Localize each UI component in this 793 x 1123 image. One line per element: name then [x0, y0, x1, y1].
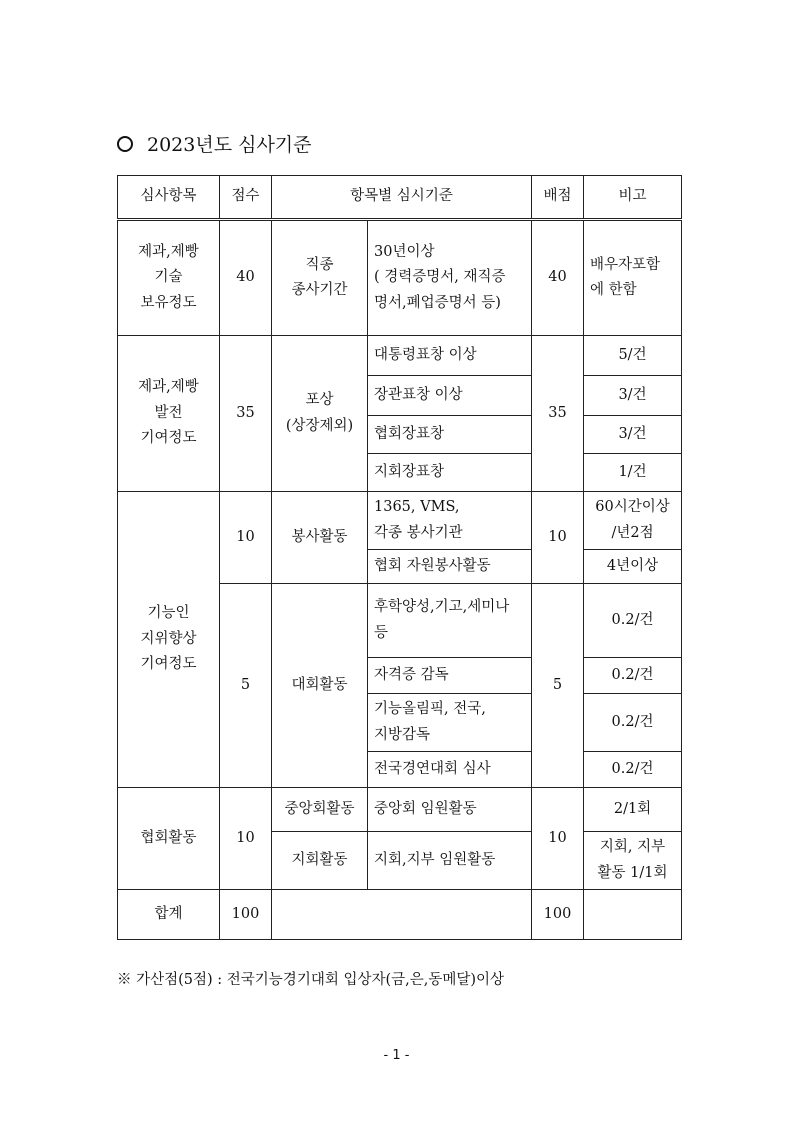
item-cell: 제과,제빵 발전 기여정도 — [118, 336, 220, 492]
sub-criteria-cell: 지회활동 — [272, 832, 368, 890]
header-score: 점수 — [220, 176, 272, 220]
item-cell: 제과,제빵 기술 보유정도 — [118, 220, 220, 336]
detail-cell: 후학양성,기고,세미나 등 — [368, 584, 532, 658]
note-cell: 3/건 — [584, 416, 682, 454]
note-cell: 60시간이상 /년2점 — [584, 492, 682, 550]
total-row — [118, 890, 682, 940]
points-cell: 10 — [532, 788, 584, 890]
note-cell: 0.2/건 — [584, 658, 682, 694]
note-cell: 3/건 — [584, 376, 682, 416]
detail-cell: 지회장표창 — [368, 454, 532, 492]
total-criteria-empty — [272, 890, 532, 940]
note-cell: 2/1회 — [584, 788, 682, 832]
bonus-footnote: ※ 가산점(5점) : 전국기능경기대회 입상자(금,은,동메달)이상 — [117, 972, 505, 988]
detail-cell: 협회 자원봉사활동 — [368, 550, 532, 584]
total-score: 100 — [220, 890, 272, 940]
detail-cell: 전국경연대회 심사 — [368, 752, 532, 788]
header-criteria: 항목별 심시기준 — [272, 176, 532, 220]
detail-cell: 자격증 감독 — [368, 658, 532, 694]
points-cell: 5 — [532, 584, 584, 788]
total-points: 100 — [532, 890, 584, 940]
detail-cell: 장관표창 이상 — [368, 376, 532, 416]
score-cell: 5 — [220, 584, 272, 788]
score-cell: 35 — [220, 336, 272, 492]
header-item: 심사항목 — [118, 176, 220, 220]
header-points: 배점 — [532, 176, 584, 220]
table-row — [118, 336, 682, 376]
total-label: 합계 — [118, 890, 220, 940]
sub-criteria-cell: 대회활동 — [272, 584, 368, 788]
table-row — [118, 492, 682, 550]
item-cell: 협회활동 — [118, 788, 220, 890]
note-cell: 4년이상 — [584, 550, 682, 584]
points-cell: 40 — [532, 220, 584, 336]
note-cell: 0.2/건 — [584, 752, 682, 788]
section-heading — [117, 130, 312, 157]
sub-criteria-cell: 봉사활동 — [272, 492, 368, 584]
sub-criteria-cell: 직종 종사기간 — [272, 220, 368, 336]
sub-criteria-cell: 포상 (상장제외) — [272, 336, 368, 492]
detail-cell: 1365, VMS, 각종 봉사기관 — [368, 492, 532, 550]
total-note-empty — [584, 890, 682, 940]
points-cell: 10 — [532, 492, 584, 584]
header-note: 비고 — [584, 176, 682, 220]
note-cell: 지회, 지부 활동 1/1회 — [584, 832, 682, 890]
table-header-row — [118, 176, 682, 220]
note-cell: 0.2/건 — [584, 584, 682, 658]
sub-criteria-cell: 중앙회활동 — [272, 788, 368, 832]
table-row — [118, 220, 682, 336]
criteria-table — [117, 175, 682, 940]
note-cell: 5/건 — [584, 336, 682, 376]
page-title: 2023년도 심사기준 — [147, 134, 312, 156]
score-cell: 10 — [220, 788, 272, 890]
detail-cell: 대통령표창 이상 — [368, 336, 532, 376]
points-cell: 35 — [532, 336, 584, 492]
table-row — [118, 788, 682, 832]
detail-cell: 지회,지부 임원활동 — [368, 832, 532, 890]
score-cell: 10 — [220, 492, 272, 584]
score-cell: 40 — [220, 220, 272, 336]
detail-cell: 30년이상 ( 경력증명서, 재직증 명서,폐업증명서 등) — [368, 220, 532, 336]
page-number: - 1 - — [383, 1048, 410, 1063]
detail-cell: 협회장표창 — [368, 416, 532, 454]
detail-cell: 기능올림픽, 전국, 지방감독 — [368, 694, 532, 752]
circle-bullet-icon — [117, 136, 133, 152]
note-cell: 1/건 — [584, 454, 682, 492]
note-cell: 배우자포함 에 한함 — [584, 220, 682, 336]
note-cell: 0.2/건 — [584, 694, 682, 752]
item-cell: 기능인 지위향상 기여정도 — [118, 492, 220, 788]
detail-cell: 중앙회 임원활동 — [368, 788, 532, 832]
